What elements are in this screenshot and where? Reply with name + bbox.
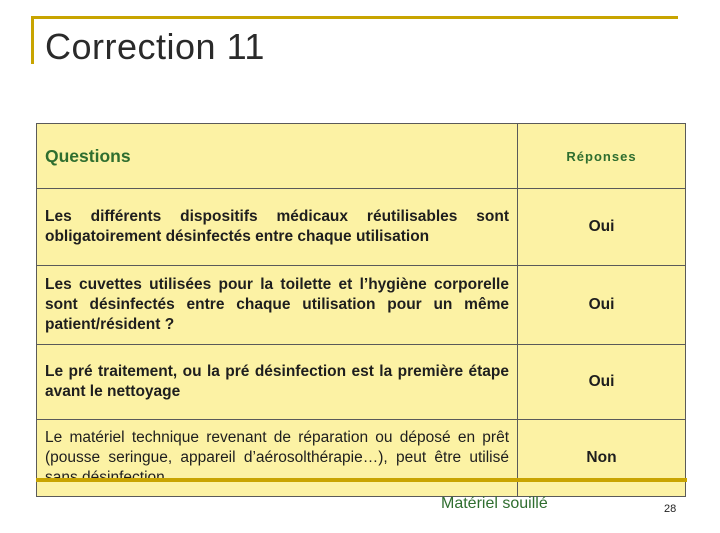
- table-header-row: [37, 124, 686, 189]
- question-cell: Le matériel technique revenant de réparation ou déposé en prêt (pousse seringue, appareil d’aérosolthérapie…), peut être utilisé: [37, 420, 518, 497]
- answers-header: Réponses: [518, 124, 686, 189]
- title-frame-left-rule: [31, 16, 34, 64]
- questions-header: Questions: [37, 124, 518, 189]
- quiz-table-container: [36, 123, 686, 497]
- question-cell: Les cuvettes utilisées pour la toilette et l’hygiène corporelle sont désinfectés entre chaque utilisation pour un même patient/résident ?: [37, 266, 518, 345]
- page-number: 28: [664, 503, 677, 515]
- footer-text: Matériel souillé: [441, 495, 548, 512]
- table-row: [37, 266, 686, 345]
- table-row: [37, 420, 686, 497]
- table-row: [37, 345, 686, 420]
- question-cell: Les différents dispositifs médicaux réutilisables sont obligatoirement désinfectés entre chaque utilisation: [37, 189, 518, 266]
- answer-cell: Oui: [518, 189, 686, 266]
- question-cell: Le pré traitement, ou la pré désinfection est la première étape avant le nettoyage: [37, 345, 518, 420]
- table-row: [37, 189, 686, 266]
- title-frame-top-rule: [31, 16, 678, 19]
- answer-cell: Non: [518, 420, 686, 497]
- answer-cell: Oui: [518, 266, 686, 345]
- slide-title: Correction 11: [45, 26, 265, 67]
- quiz-table: [36, 123, 686, 497]
- answer-cell: Oui: [518, 345, 686, 420]
- bottom-accent-rule: [36, 478, 687, 482]
